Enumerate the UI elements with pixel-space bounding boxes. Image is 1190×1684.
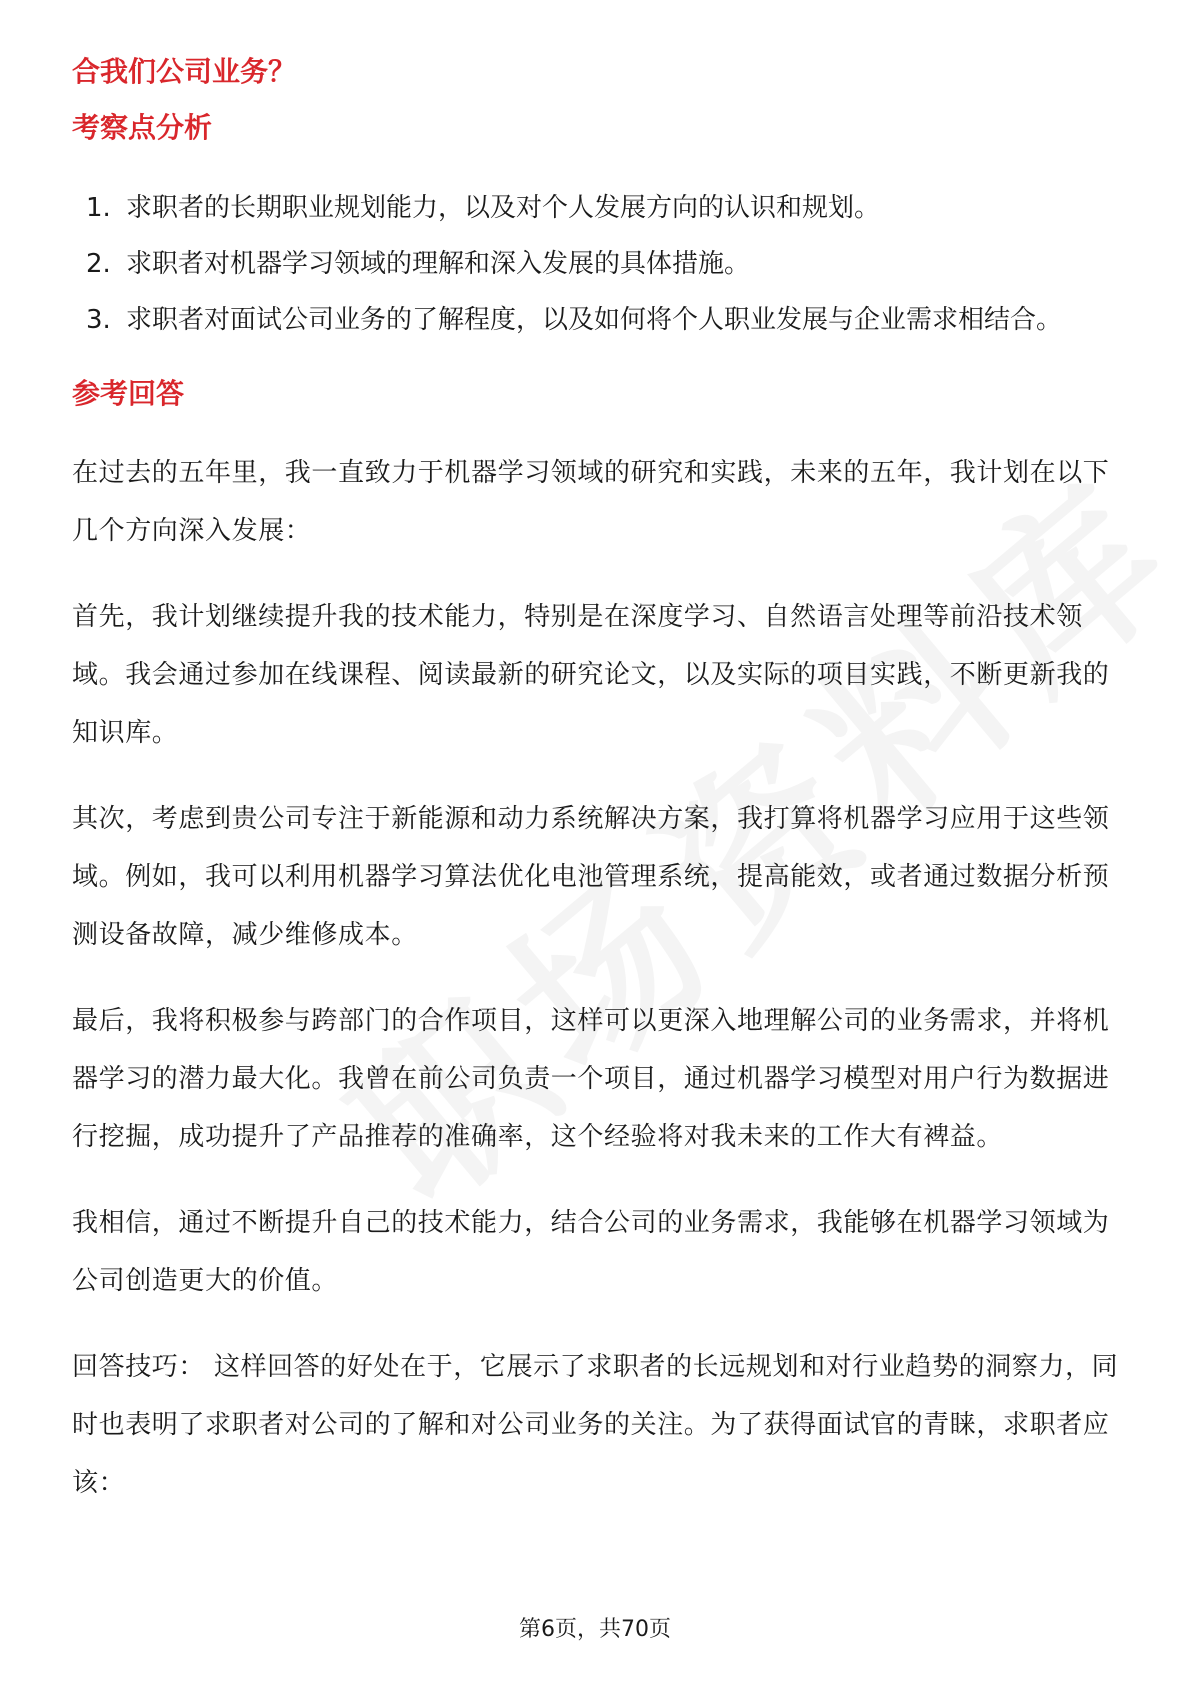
page-content (72, 44, 1122, 1540)
question-heading-tail: 合我们公司业务？ (72, 55, 297, 88)
list-number: 2. (86, 249, 111, 279)
answer-heading: 参考回答 (72, 377, 185, 410)
answer-paragraph: 我相信，通过不断提升自己的技术能力，结合公司的业务需求，我能够在机器学习领域为公司创造更大的价值。 (72, 1208, 1110, 1296)
list-text: 求职者对面试公司业务的了解程度，以及如何将个人职业发展与企业需求相结合。 (126, 305, 1063, 335)
list-item (72, 180, 1122, 236)
answer-tips-paragraph: 回答技巧： 这样回答的好处在于，它展示了求职者的长远规划和对行业趋势的洞察力，同时也表明了求职者对公司的了解和对公司业务的关注。为了获得面试官的青睐，求职者应该： (72, 1352, 1119, 1498)
answer-paragraph: 最后，我将积极参与跨部门的合作项目，这样可以更深入地理解公司的业务需求，并将机器学习的潜力最大化。我曾在前公司负责一个项目，通过机器学习模型对用户行为数据进行挖掘，成功提升了产品推荐的准确率，这个经验将对我未来的工作大有裨益。 (72, 1006, 1110, 1152)
list-item (72, 236, 1122, 292)
list-number: 1. (86, 193, 111, 223)
answer-paragraph: 其次，考虑到贵公司专注于新能源和动力系统解决方案，我打算将机器学习应用于这些领域。例如，我可以利用机器学习算法优化电池管理系统，提高能效，或者通过数据分析预测设备故障，减少维修成本。 (72, 804, 1110, 950)
answer-paragraph: 在过去的五年里，我一直致力于机器学习领域的研究和实践，未来的五年，我计划在以下几个方向深入发展： (72, 458, 1110, 546)
analysis-heading: 考察点分析 (72, 111, 213, 144)
answer-paragraph: 首先，我计划继续提升我的技术能力，特别是在深度学习、自然语言处理等前沿技术领域。我会通过参加在线课程、阅读最新的研究论文，以及实际的项目实践，不断更新我的知识库。 (72, 602, 1110, 748)
analysis-list (72, 180, 1122, 348)
page-number-footer: 第6页，共70页 (519, 1617, 671, 1642)
list-text: 求职者对机器学习领域的理解和深入发展的具体措施。 (126, 249, 751, 279)
list-number: 3. (86, 305, 111, 335)
list-text: 求职者的长期职业规划能力，以及对个人发展方向的认识和规划。 (126, 193, 881, 223)
list-item (72, 292, 1122, 348)
